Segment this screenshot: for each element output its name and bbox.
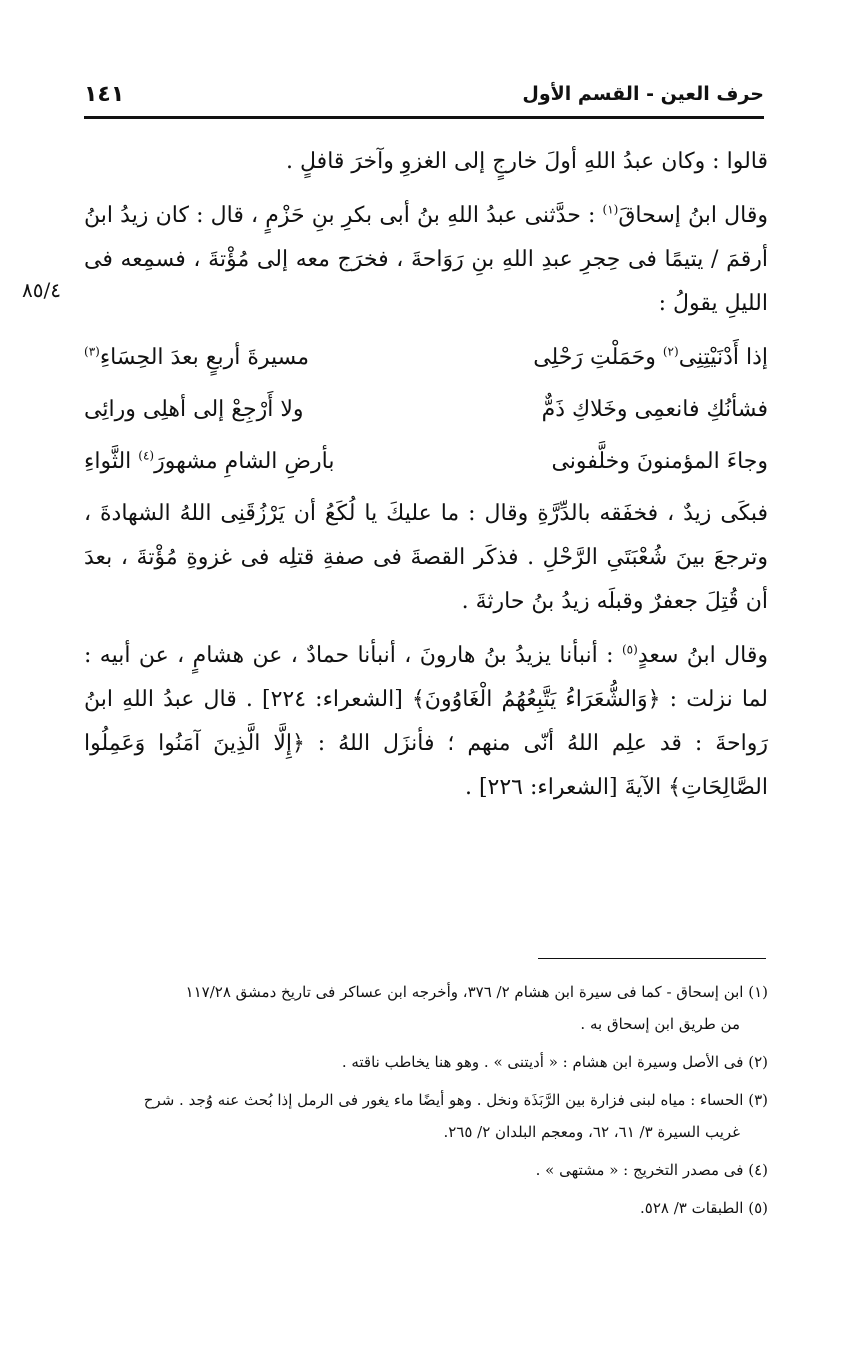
paragraph-text: ابنُ أرقمَ / يتيمًا فى حِجرِ عبدِ اللهِ بنِ رَوَاحةَ ، فخرَج معه إلى مُؤْتةَ ، فسمِعه فى الليلِ يقولُ : bbox=[84, 203, 768, 316]
footnote-marker: (٣) bbox=[84, 344, 100, 359]
paragraph bbox=[84, 194, 768, 326]
margin-reference: ٨٥/٤ bbox=[22, 278, 61, 302]
verse-hemistich: إذا أَدْنَيْتِنِى$^{(٢)}$ وحَمَلْتِ رَحْلِى bbox=[533, 344, 768, 370]
paragraph-text: وقال ابنُ إسحاقَ bbox=[618, 203, 768, 228]
running-title: حرف العين - القسم الأول bbox=[522, 83, 764, 105]
page-header bbox=[84, 72, 764, 119]
footnote-marker: (٤) bbox=[138, 448, 155, 463]
footnote-marker: (٢) bbox=[662, 344, 679, 359]
verse-line bbox=[84, 440, 768, 484]
paragraph: قالوا : وكان عبدُ اللهِ أولَ خارجٍ إلى الغزوِ وآخرَ قافلٍ . bbox=[286, 149, 768, 174]
footnote-marker: (١) bbox=[602, 202, 619, 217]
footnote: (٥) الطبقات ٣/ ٥٢٨. bbox=[639, 1199, 768, 1217]
footnote: (٢) فى الأصل وسيرة ابن هشام : « أديتنى » . وهو هنا يخاطب ناقته . bbox=[341, 1053, 768, 1071]
verse-hemistich: مسيرةَ أربعٍ بعدَ الحِسَاءِ$^{(٣)}$ bbox=[84, 344, 310, 370]
paragraph: فبكَى زيدٌ ، فخفَقه بالدِّرَّةِ وقال : ما عليكَ يا لُكَعُ أن يَرْزُقَنِى اللهُ الشهادةَ ، وترجعَ بينَ شُعْبَتَىِ الرَّحْلِ . فذكَر القصةَ فى صفةِ قتلِه فى غزوةِ مُؤْتةَ ، بعدَ أن قُتِلَ جعفرٌ وقبلَه زيدُ بنُ حارثةَ . bbox=[84, 501, 768, 614]
verse-hemistich: وجاءَ المؤمنونَ وخلَّفونى bbox=[551, 449, 768, 474]
verse-hemistich: فشأنُكِ فانعمِى وخَلاكِ ذَمٌّ bbox=[541, 397, 768, 422]
footnote-separator bbox=[538, 958, 766, 959]
footnotes bbox=[84, 976, 768, 1230]
footnote: (٤) فى مصدر التخريج : « مشتهى » . bbox=[535, 1161, 768, 1179]
verse-hemistich: بأرضِ الشامِ مشهورَ$^{(٤)}$ الثَّواءِ bbox=[84, 448, 335, 474]
verse-line bbox=[84, 336, 768, 380]
paragraph: وقال ابنُ سعدٍ$^{(٥)}$ : أنبأنا يزيدُ بنُ هارونَ ، أنبأنا حمادٌ ، عن هشامٍ ، عن أبيه : لما نزلت : ﴿وَالشُّعَرَاءُ يَتَّبِعُهُمُ الْغَاوُونَ﴾ [الشعراء: ٢٢٤] . قال عبدُ اللهِ ابنُ رَواحةَ : قد علِم اللهُ أنّى منهم ؛ فأنزَل اللهُ : ﴿إِلَّا الَّذِينَ آمَنُوا وَعَمِلُوا الصَّالِحَاتِ﴾ الآيةَ [الشعراء: ٢٢٦] . bbox=[84, 642, 769, 800]
verse-line bbox=[84, 388, 768, 432]
main-text bbox=[84, 140, 768, 820]
footnote: (٣) الحساء : مياه لبنى فزارة بين الرَّبَذَة ونخل . وهو أيضًا ماء يغور فى الرمل إذا بُحث عنه وُجد . شرح غريب السيرة ٣/ ٦١، ٦٢، ومعجم البلدان ٢/ ٢٦٥. bbox=[143, 1091, 768, 1141]
footnote: (١) ابن إسحاق - كما فى سيرة ابن هشام ٢/ ٣٧٦، وأخرجه ابن عساكر فى تاريخ دمشق ١١٧/٢٨ من طريق ابن إسحاق به . bbox=[185, 983, 768, 1033]
paragraph-text: : حدَّثنى عبدُ اللهِ بنُ أبى بكرِ بنِ حَزْمٍ ، قال : كان زيدُ bbox=[120, 203, 603, 228]
footnote-marker: (٥) bbox=[621, 642, 638, 657]
verse-hemistich: ولا أَرْجِعْ إلى أهلِى ورائِى bbox=[84, 397, 304, 422]
page-number: ١٤١ bbox=[84, 81, 125, 107]
